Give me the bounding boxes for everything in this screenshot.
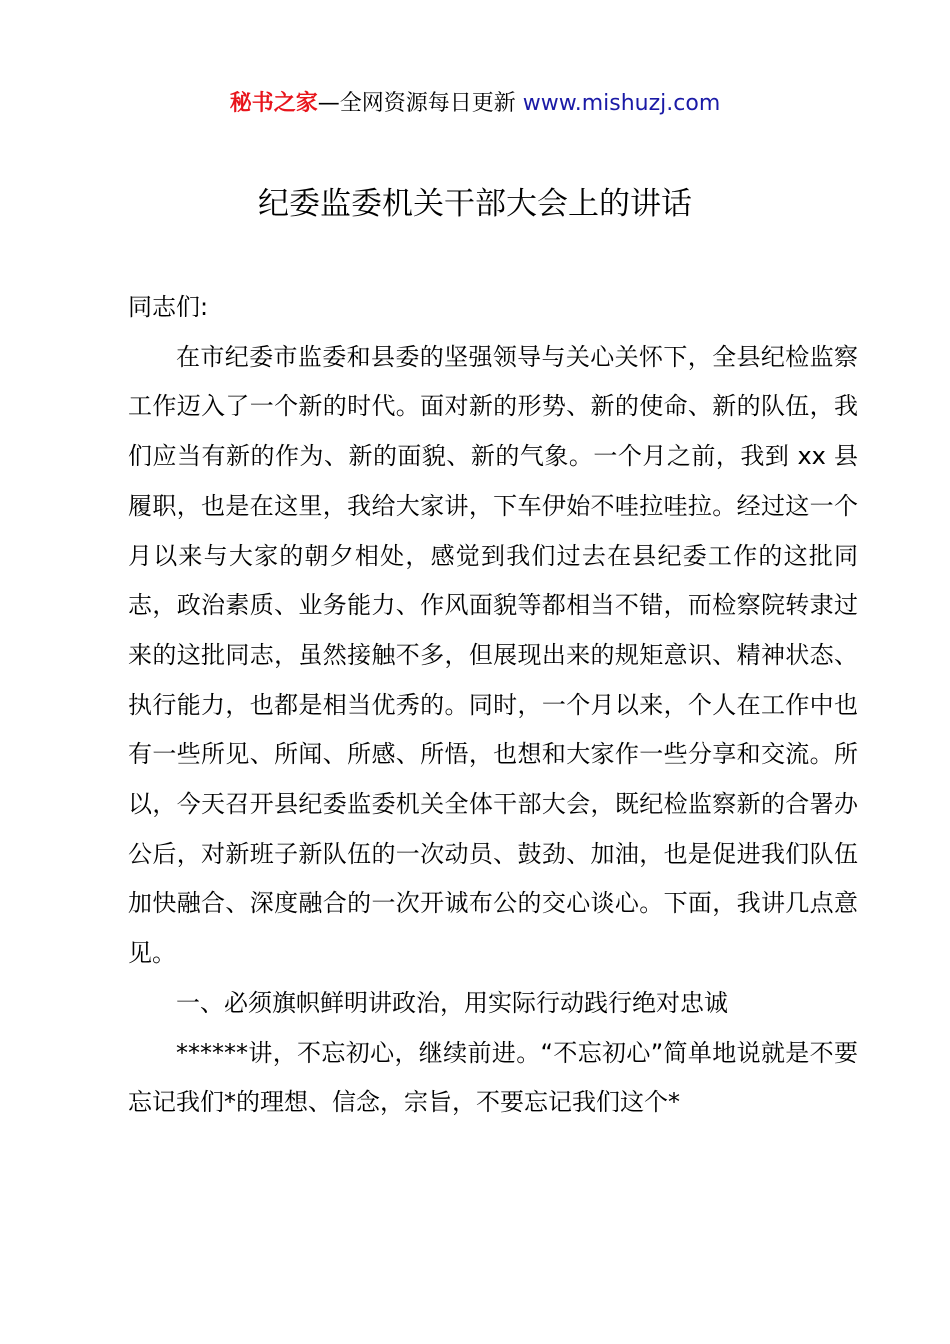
site-url: www.mishuzj.com: [522, 91, 721, 116]
paragraph: ******讲，不忘初心，继续前进。“不忘初心”简单地说就是不要忘记我们*的理想、信念，宗旨，不要忘记我们这个*: [128, 1038, 858, 1117]
site-tagline: —全网资源每日更新: [317, 91, 523, 116]
section-heading: 一、必须旗帜鲜明讲政治，用实际行动践行绝对忠诚: [176, 988, 728, 1017]
paragraph: 在市纪委市监委和县委的坚强领导与关心关怀下，全县纪检监察工作迈入了一个新的时代。面对新的形势、新的使命、新的队伍，我们应当有新的作为、新的面貌、新的气象。一个月之前，我到 xx 县履职，也是在这里，我给大家讲，下车伊始不哇拉哇拉。经过这一个月以来与大家的朝夕相处，感觉到我们过去在县纪委工作的这批同志，政治素质、业务能力、作风面貌等都相当不错，而检察院转隶过来的这批同志，虽然接触不多，但展现出来的规矩意识、精神状态、执行能力，也都是相当优秀的。同时，一个月以来，个人在工作中也有一些所见、所闻、所感、所悟，也想和大家作一些分享和交流。所以，今天召开县纪委监委机关全体干部大会，既纪检监察新的合署办公后，对新班子新队伍的一次动员、鼓劲、加油，也是促进我们队伍加快融合、深度融合的一次开诚布公的交心谈心。下面，我讲几点意见。: [128, 342, 858, 968]
site-brand: 秘书之家: [229, 91, 318, 116]
document-title: 纪委监委机关干部大会上的讲话: [258, 186, 692, 222]
site-header: [0, 88, 950, 120]
salutation: 同志们:: [128, 293, 209, 321]
document-body: [128, 283, 858, 1128]
